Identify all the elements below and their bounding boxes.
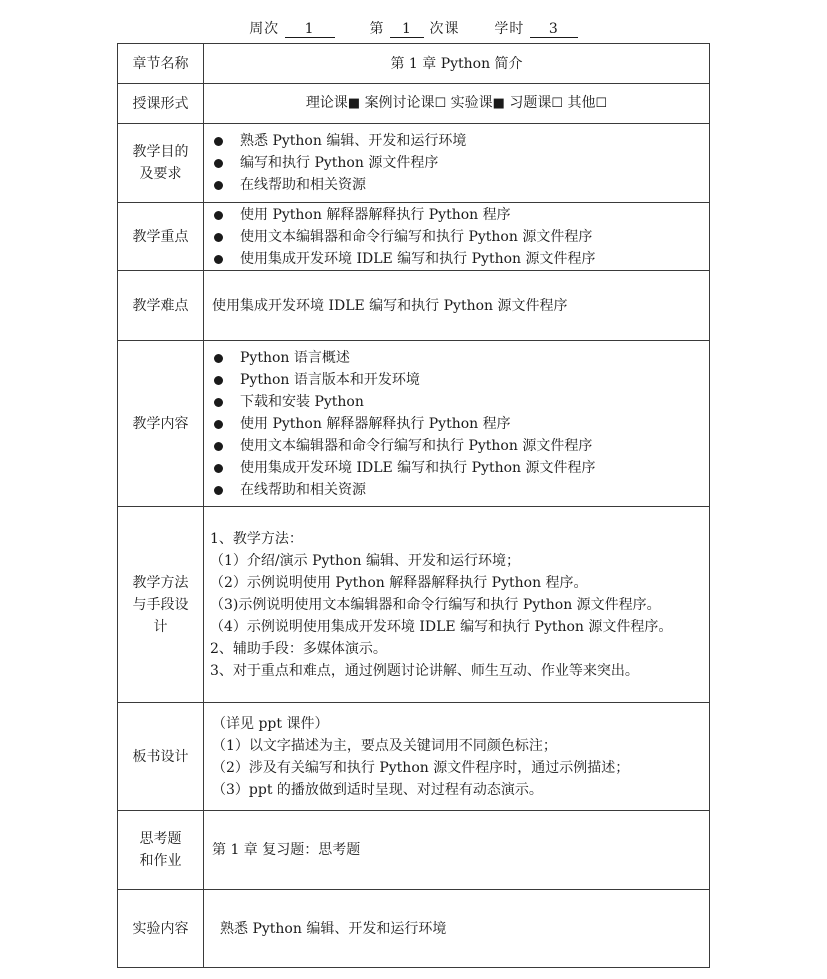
text-line: （2）涉及有关编写和执行 Python 源文件程序时，通过示例描述； (212, 759, 630, 776)
key-points-list (212, 204, 701, 270)
row-methods (118, 507, 710, 703)
difficulties-value: 使用集成开发环境 IDLE 编写和执行 Python 源文件程序 (204, 271, 710, 341)
lab-value: 熟悉 Python 编辑、开发和运行环境 (204, 890, 710, 968)
objectives-list (212, 130, 701, 196)
row-homework (118, 811, 710, 890)
key-points-list-cell (204, 203, 710, 271)
text-line: （1）以文字描述为主，要点及关键词用不同颜色标注； (212, 737, 557, 754)
page-header (0, 18, 827, 38)
checkbox-empty-icon: ☐ (595, 96, 608, 111)
row-difficulties (118, 271, 710, 341)
list-item: 使用文本编辑器和命令行编写和执行 Python 源文件程序 (212, 226, 701, 248)
row-objectives (118, 124, 710, 203)
text-line: 3、对于重点和难点，通过例题讨论讲解、师生互动、作业等来突出。 (210, 662, 639, 679)
list-item: 编写和执行 Python 源文件程序 (212, 152, 701, 174)
class-value: 1 (390, 21, 424, 38)
format-option-other: 其他☐ (568, 95, 608, 111)
board-text (204, 703, 710, 811)
list-item: 熟悉 Python 编辑、开发和运行环境 (212, 130, 701, 152)
row-format (118, 84, 710, 124)
format-option-theory: 理论课■ (306, 95, 360, 111)
list-item: Python 语言概述 (212, 347, 701, 369)
objectives-label: 教学目的 及要求 (118, 124, 204, 203)
list-item: 使用文本编辑器和命令行编写和执行 Python 源文件程序 (212, 435, 701, 457)
row-board (118, 703, 710, 811)
lesson-plan-table (117, 43, 710, 968)
text-line: （4）示例说明使用集成开发环境 IDLE 编写和执行 Python 源文件程序。 (210, 618, 673, 635)
list-item: 使用 Python 解释器解释执行 Python 程序 (212, 204, 701, 226)
class-suffix: 次课 (429, 21, 460, 37)
checkbox-checked-icon: ■ (492, 96, 505, 111)
list-item: 在线帮助和相关资源 (212, 174, 701, 196)
format-label: 授课形式 (118, 84, 204, 124)
board-label: 板书设计 (118, 703, 204, 811)
format-options (204, 84, 710, 124)
list-item: 使用集成开发环境 IDLE 编写和执行 Python 源文件程序 (212, 248, 701, 270)
homework-label: 思考题 和作业 (118, 811, 204, 890)
chapter-label: 章节名称 (118, 44, 204, 84)
methods-label: 教学方法 与手段设 计 (118, 507, 204, 703)
text-line: （3)示例说明使用文本编辑器和命令行编写和执行 Python 源文件程序。 (210, 596, 661, 613)
row-key-points (118, 203, 710, 271)
lab-label: 实验内容 (118, 890, 204, 968)
list-item: Python 语言版本和开发环境 (212, 369, 701, 391)
methods-text (204, 507, 710, 703)
format-option-lab: 实验课■ (451, 95, 505, 111)
text-line: （1）介绍/演示 Python 编辑、开发和运行环境； (210, 552, 520, 569)
checkbox-empty-icon: ☐ (434, 96, 447, 111)
row-lab (118, 890, 710, 968)
objectives-list-cell (204, 124, 710, 203)
key-points-label: 教学重点 (118, 203, 204, 271)
text-line: （详见 ppt 课件） (212, 715, 329, 732)
checkbox-empty-icon: ☐ (551, 96, 564, 111)
format-option-case: 案例讨论课☐ (365, 95, 447, 111)
list-item: 下载和安装 Python (212, 391, 701, 413)
row-chapter (118, 44, 710, 84)
list-item: 使用 Python 解释器解释执行 Python 程序 (212, 413, 701, 435)
checkbox-checked-icon: ■ (347, 96, 361, 111)
class-prefix: 第 (369, 21, 385, 37)
list-item: 使用集成开发环境 IDLE 编写和执行 Python 源文件程序 (212, 457, 701, 479)
difficulties-label: 教学难点 (118, 271, 204, 341)
list-item: 在线帮助和相关资源 (212, 479, 701, 501)
content-list-cell (204, 341, 710, 507)
chapter-value: 第 1 章 Python 简介 (204, 44, 710, 84)
text-line: 1、教学方法： (210, 530, 303, 547)
text-line: （2）示例说明使用 Python 解释器解释执行 Python 程序。 (210, 574, 588, 591)
content-label: 教学内容 (118, 341, 204, 507)
row-content (118, 341, 710, 507)
content-list (212, 347, 701, 501)
text-line: 2、辅助手段：多媒体演示。 (210, 640, 387, 657)
week-value: 1 (285, 21, 335, 38)
week-label: 周次 (249, 21, 280, 37)
hours-value: 3 (530, 21, 578, 38)
homework-value: 第 1 章 复习题：思考题 (204, 811, 710, 890)
hours-label: 学时 (494, 21, 525, 37)
text-line: （3）ppt 的播放做到适时呈现、对过程有动态演示。 (212, 781, 543, 798)
format-option-exercise: 习题课☐ (509, 95, 563, 111)
